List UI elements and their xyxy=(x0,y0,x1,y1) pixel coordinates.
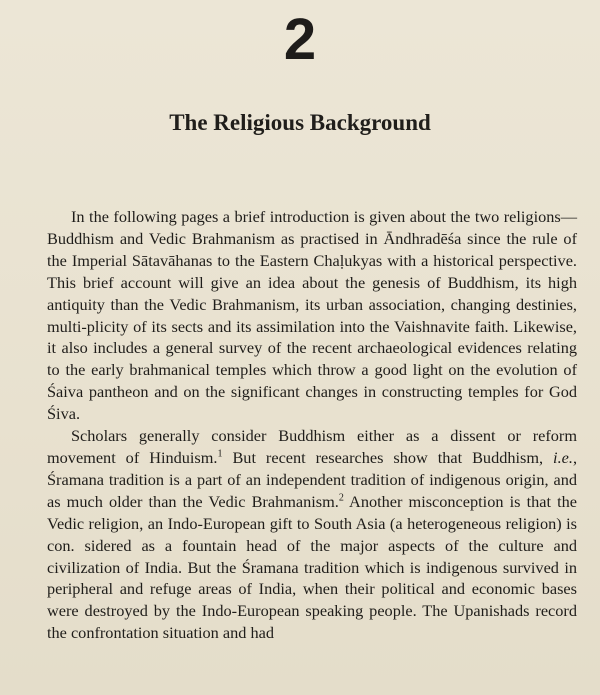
paragraph-text: Another misconception is that the Vedic religion, an Indo-European gift to South Asia (a heterogeneous religion) is con. sidered as a fountain head of the major aspects of the culture and civilization of India. But the Śramana tradition which is indigenous survived in peripheral and refuge areas of India, when their political and economic bases were destroyed by the Indo-European speaking people. The Upanishads record the confrontation situation and had xyxy=(47,491,577,643)
paragraph-text-italic: i.e. xyxy=(553,447,573,467)
paragraph-text: , Śramana tradition is a part of an independent tradition of indigenous origin, and as much older than the Vedic Brahmanism. xyxy=(47,447,578,511)
paragraph xyxy=(47,425,577,644)
paragraph xyxy=(47,206,577,425)
chapter-number: 2 xyxy=(283,7,317,72)
footnote-marker: 2 xyxy=(338,492,344,504)
paragraph-text: Scholars generally consider Buddhism either as a dissent or reform movement of Hinduism. xyxy=(47,426,577,467)
chapter-title: The Religious Background xyxy=(169,110,431,135)
footnote-marker: 1 xyxy=(217,448,223,460)
paragraph-text: But recent researches show that Buddhism, xyxy=(222,447,554,467)
paragraph-text: In the following pages a brief introduction is given about the two religions—Buddhism and Vedic Brahmanism as practised in Āndhradēśa since the rule of the Imperial Sātavāhanas to the Eastern Chaḷukyas with a historical perspective. This brief account will give an idea about the genesis of Buddhism, its high antiquity than the Vedic Brahmanism, its urban association, changing destinies, multi-plicity of its sects and its assimilation into the Vaishnavite faith. Likewise, it also includes a general survey of the recent archaeological evidences relating to the early brahmanical temples which throw a good light on the evolution of Śaiva pantheon and on the significant changes in constructing temples for God Śiva. xyxy=(47,207,577,424)
body-text xyxy=(47,206,577,644)
